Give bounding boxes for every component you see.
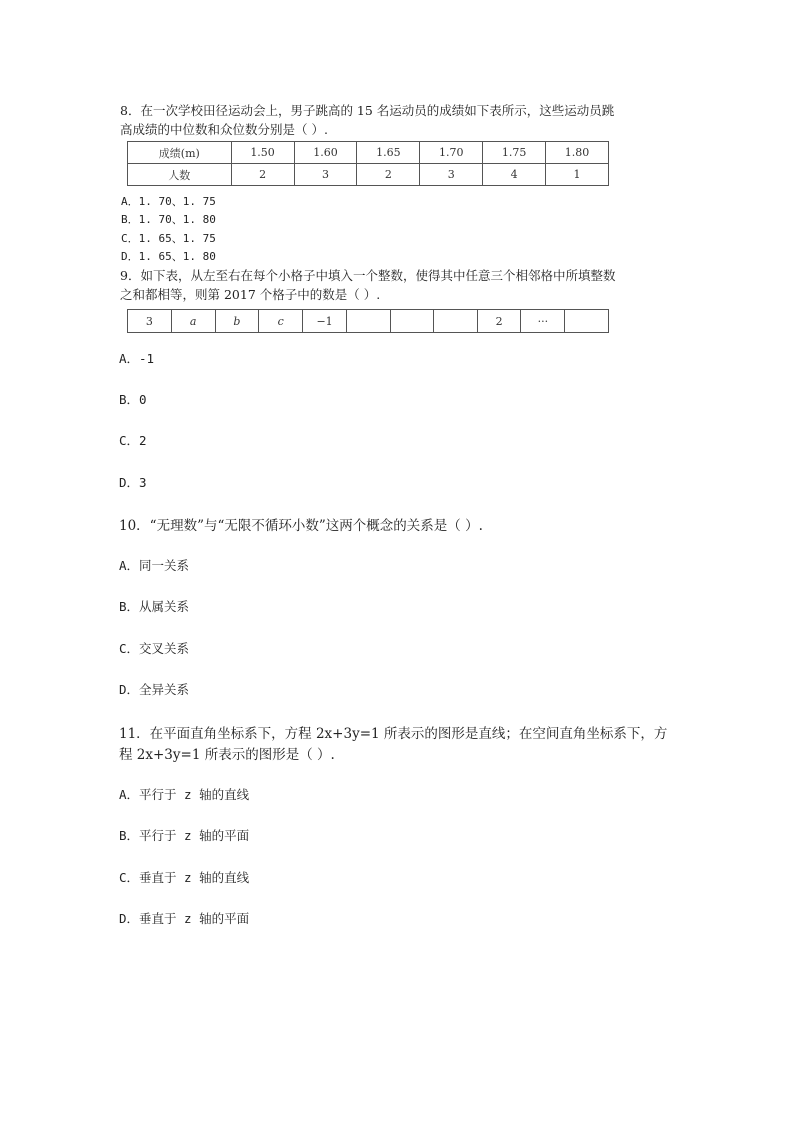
q10-option-a: A．同一关系 — [119, 558, 190, 573]
grid-cell: 3 — [128, 310, 172, 333]
grid-cell: −1 — [303, 310, 347, 333]
table-cell: 人数 — [128, 164, 232, 186]
q8-option-d: D．1. 65、1. 80 — [121, 250, 216, 263]
table-cell: 1.70 — [420, 142, 483, 164]
q10-option-c: C．交叉关系 — [119, 641, 190, 656]
q9-number-grid — [127, 309, 609, 333]
q11-option-b: B．平行于 z 轴的平面 — [119, 828, 250, 843]
q11-stem-line1: 11．在平面直角坐标系下，方程 2x+3y=1 所表示的图形是直线；在空间直角坐标系下，方 — [119, 726, 668, 742]
grid-cell: a — [171, 310, 215, 333]
q9-option-a: A．-1 — [119, 351, 155, 366]
q8-stem-line1: 8．在一次学校田径运动会上，男子跳高的 15 名运动员的成绩如下表所示，这些运动员跳 — [120, 103, 615, 118]
q11-option-d: D．垂直于 z 轴的平面 — [119, 911, 250, 926]
table-cell: 4 — [483, 164, 546, 186]
q10-stem: 10．“无理数”与“无限不循环小数”这两个概念的关系是（ ）. — [119, 518, 483, 534]
q9-option-b: B．0 — [119, 392, 147, 407]
q8-stem-line2: 高成绩的中位数和众位数分别是（ ）. — [120, 122, 328, 137]
q9-stem-line1: 9．如下表，从左至右在每个小格子中填入一个整数，使得其中任意三个相邻格中所填整数 — [120, 268, 616, 283]
table-cell: 1.50 — [231, 142, 294, 164]
table-row — [128, 142, 609, 164]
table-cell: 2 — [357, 164, 420, 186]
grid-cell — [434, 310, 478, 333]
table-cell: 1 — [546, 164, 609, 186]
table-row — [128, 310, 609, 333]
grid-cell: c — [259, 310, 303, 333]
table-cell: 2 — [231, 164, 294, 186]
grid-cell — [347, 310, 391, 333]
q10-option-b: B．从属关系 — [119, 599, 190, 614]
grid-cell — [565, 310, 609, 333]
table-cell: 成绩(m) — [128, 142, 232, 164]
grid-cell: b — [215, 310, 259, 333]
grid-cell: 2 — [477, 310, 521, 333]
q9-option-d: D．3 — [119, 475, 147, 490]
table-cell: 1.80 — [546, 142, 609, 164]
q9-stem-line2: 之和都相等，则第 2017 个格子中的数是（ ）. — [120, 287, 381, 302]
q8-option-b: B．1. 70、1. 80 — [121, 213, 216, 226]
table-cell: 3 — [420, 164, 483, 186]
q10-option-d: D．全异关系 — [119, 682, 190, 697]
q9-option-c: C．2 — [119, 433, 147, 448]
table-cell: 1.75 — [483, 142, 546, 164]
q8-option-a: A．1. 70、1. 75 — [121, 195, 216, 208]
table-cell: 1.65 — [357, 142, 420, 164]
q11-option-c: C．垂直于 z 轴的直线 — [119, 870, 250, 885]
q8-score-table — [127, 141, 609, 186]
q11-stem-line2: 程 2x+3y=1 所表示的图形是（ ）. — [119, 747, 335, 763]
grid-cell: ··· — [521, 310, 565, 333]
grid-cell — [390, 310, 434, 333]
table-row — [128, 164, 609, 186]
table-cell: 3 — [294, 164, 357, 186]
q11-option-a: A．平行于 z 轴的直线 — [119, 787, 250, 802]
table-cell: 1.60 — [294, 142, 357, 164]
q8-option-c: C．1. 65、1. 75 — [121, 232, 216, 245]
